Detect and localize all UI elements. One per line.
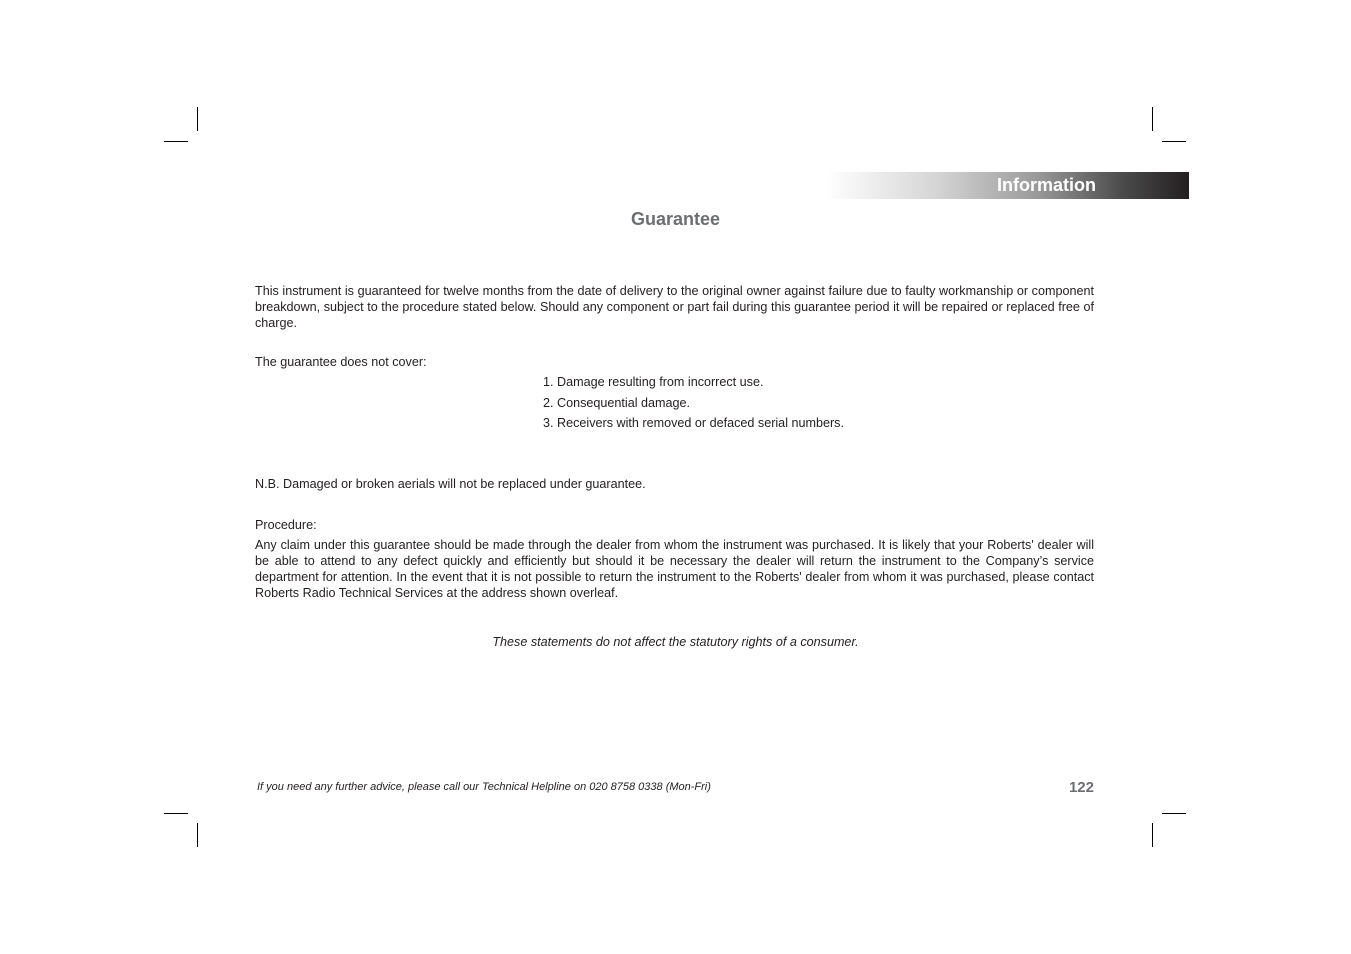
procedure-heading: Procedure: xyxy=(255,518,317,532)
list-item: 3. Receivers with removed or defaced serial numbers. xyxy=(543,416,844,430)
page-number: 122 xyxy=(1068,779,1094,796)
crop-mark-bottom-left xyxy=(197,823,198,847)
intro-paragraph: This instrument is guaranteed for twelve months from the date of delivery to the original owner against failure due to faulty workmanship or component breakdown, subject to the procedure stated below. Should any component or part fail during this guarantee period it will be repaired or replaced free of charge. xyxy=(255,284,1094,330)
nb-note: N.B. Damaged or broken aerials will not be replaced under guarantee. xyxy=(255,477,646,491)
procedure-paragraph: Any claim under this guarantee should be made through the dealer from whom the instrument was purchased. It is likely that your Roberts' dealer will be able to attend to any defect quickly and efficiently but should it be necessary the dealer will return the instrument to the Company’s service department for attention. In the event that it is not possible to return the instrument to the Roberts' dealer from whom it was purchased, please contact Roberts Radio Technical Services at the address shown overleaf. xyxy=(255,538,1094,600)
crop-mark-bottom-right xyxy=(1162,813,1186,814)
crop-mark-top-left xyxy=(197,107,198,131)
crop-mark-bottom-left xyxy=(164,813,188,814)
helpline-footer: If you need any further advice, please call our Technical Helpline on 020 8758 0338 (Mon-Fri) xyxy=(257,781,711,793)
section-title: Information xyxy=(997,175,1096,195)
not-covered-heading: The guarantee does not cover: xyxy=(255,355,427,369)
crop-mark-top-right xyxy=(1152,107,1153,131)
list-item: 2. Consequential damage. xyxy=(543,395,691,410)
statutory-rights-note: These statements do not affect the statutory rights of a consumer. xyxy=(492,635,859,649)
section-banner xyxy=(826,172,1189,199)
exclusion-list xyxy=(543,374,844,436)
crop-mark-top-right xyxy=(1162,141,1186,142)
crop-mark-top-left xyxy=(164,141,188,142)
crop-mark-bottom-right xyxy=(1152,823,1153,847)
list-item: 1. Damage resulting from incorrect use. xyxy=(543,375,764,389)
page-title: Guarantee xyxy=(630,209,721,229)
